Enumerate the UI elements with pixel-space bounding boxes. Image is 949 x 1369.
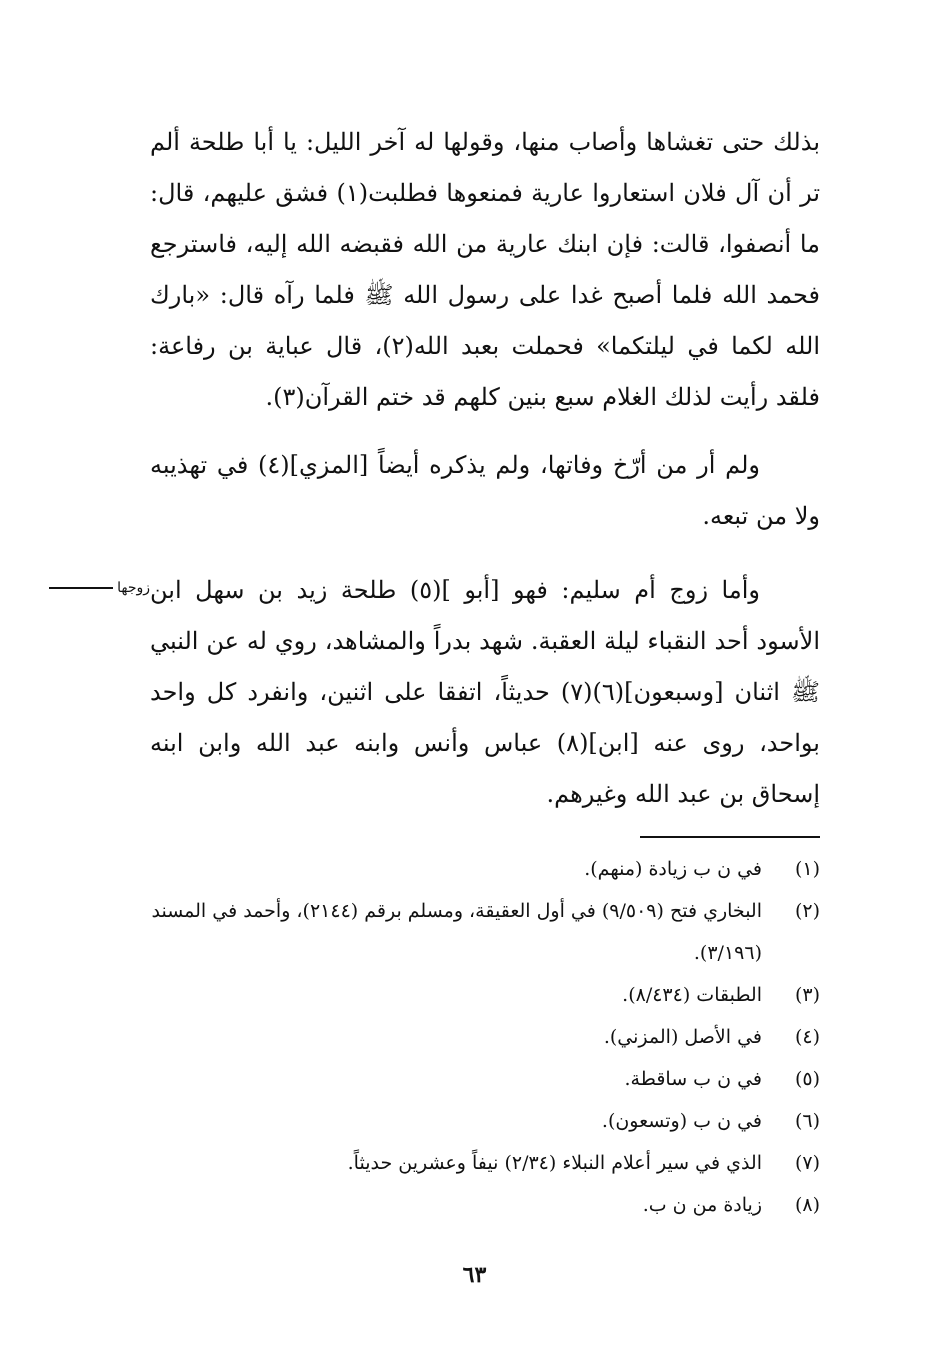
margin-note-dash (49, 587, 113, 589)
footnote-number: (٤) (794, 1026, 820, 1048)
margin-note (10, 578, 150, 598)
paragraph-text: ولم أر من أرّخ وفاتها، ولم يذكره أيضاً [المزي](٤) في تهذيبه ولا من تبعه. (150, 451, 820, 530)
footnote-text: الذي في سير أعلام النبلاء (٢/٣٤) نيفاً وعشرين حديثاً. (347, 1152, 762, 1174)
margin-note-text: زوجها (117, 580, 150, 596)
footnote-number: (٧) (794, 1152, 820, 1174)
footnote-text: في ن ب (وتسعون). (601, 1110, 762, 1132)
footnote-text: في ن ب زيادة (منهم). (584, 858, 762, 880)
footnote-separator (640, 836, 820, 838)
footnote-number: (٣) (794, 984, 820, 1006)
footnote-item (150, 890, 820, 974)
footnote-text: الطبقات (٨/٤٣٤). (622, 984, 762, 1006)
footnote-item (150, 1184, 820, 1226)
paragraph-text: بذلك حتى تغشاها وأصاب منها، وقولها له آخر الليل: يا أبا طلحة ألم تر أن آل فلان استعاروا عارية فمنعوها فطلبت(١) فشق عليهم، قال: ما أنصفوا، قالت: فإن ابنك عارية من الله فقبضه الله إليه، فاسترجع فحمد الله فلما أصبح غدا على رسول الله ﷺ فلما رآه قال: «بارك الله لكما في ليلتكما» فحملت بعبد الله(٢)، قال عباية بن رفاعة: فلقد رأيت لذلك الغلام سبع بنين كلهم قد ختم القرآن(٣). (150, 128, 820, 411)
footnote-text: في الأصل (المزني). (603, 1026, 762, 1048)
footnote-text: في ن ب ساقطة. (624, 1068, 762, 1090)
footnote-number: (١) (794, 858, 820, 880)
footnote-number: (٥) (794, 1068, 820, 1090)
body-paragraph-2 (150, 440, 820, 542)
body-paragraph-3 (150, 565, 820, 820)
footnote-item (150, 848, 820, 890)
footnotes-list (150, 848, 820, 1226)
footnote-item (150, 1142, 820, 1184)
footnote-number: (٨) (794, 1194, 820, 1216)
footnote-number: (٦) (794, 1110, 820, 1132)
page-number: ٦٣ (462, 1262, 487, 1288)
footnote-item (150, 1100, 820, 1142)
footnote-text: البخاري فتح (٩/٥٠٩) في أول العقيقة، ومسلم برقم (٢١٤٤)، وأحمد في المسند (٣/١٩٦). (151, 900, 762, 964)
footnote-text: زيادة من ن ب. (642, 1194, 762, 1216)
footnote-item (150, 1016, 820, 1058)
footnote-item (150, 1058, 820, 1100)
paragraph-text: وأما زوج أم سليم: فهو [أبو ](٥) طلحة زيد بن سهل ابن الأسود أحد النقباء ليلة العقبة. شهد بدراً والمشاهد، روي له عن النبي ﷺ اثنان [وسبعون](٦)(٧) حديثاً، اتفقا على اثنين، وانفرد كل واحد بواحد، روى عنه [ابن](٨) عباس وأنس وابنه عبد الله وابن ابنه إسحاق بن عبد الله وغيرهم. (150, 576, 820, 808)
body-paragraph-1 (150, 117, 820, 423)
footnote-number: (٢) (794, 900, 820, 922)
footnote-item (150, 974, 820, 1016)
